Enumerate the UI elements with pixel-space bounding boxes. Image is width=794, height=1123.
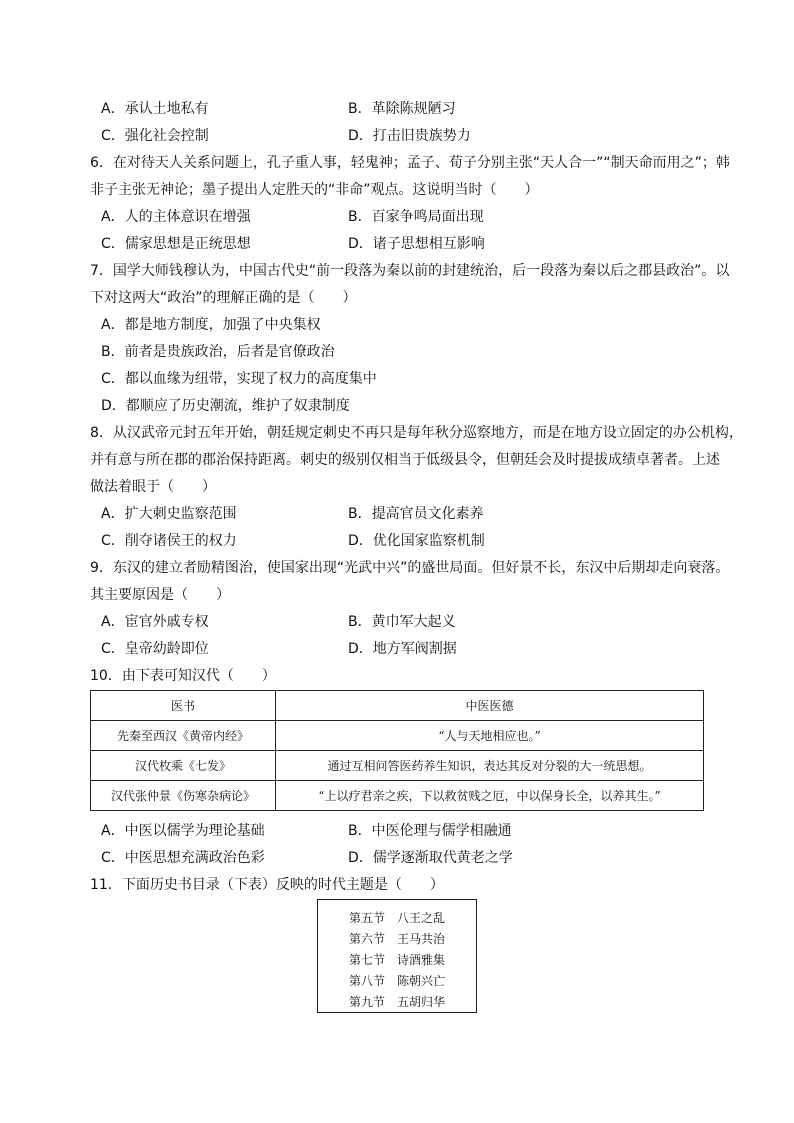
q9-stem-line1: 9．东汉的建立者励精图治，使国家出现“光武中兴”的盛世局面。但好景不长，东汉中后期却走向衰落。 — [90, 560, 730, 576]
table-cell: 通过互相问答医药养生知识，表达其反对分裂的大一统思想。 — [276, 751, 704, 781]
q10-table — [90, 690, 704, 811]
table-cell: 先秦至西汉《黄帝内经》 — [91, 721, 276, 751]
q8-option-c: C．削夺诸侯王的权力 — [101, 533, 237, 549]
q6-option-c: C．儒家思想是正统思想 — [101, 236, 251, 252]
q7-option-c: C．都以血缘为纽带，实现了权力的高度集中 — [101, 371, 377, 387]
q5-option-c: C．强化社会控制 — [101, 128, 209, 144]
toc-item: 第九节 五胡归华 — [348, 995, 445, 1009]
table-cell: “人与天地相应也。” — [276, 721, 704, 751]
table-header-row — [91, 691, 704, 721]
table-cell: 汉代枚乘《七发》 — [91, 751, 276, 781]
q6-option-a: A．人的主体意识在增强 — [101, 209, 251, 225]
q7-option-a: A．都是地方制度，加强了中央集权 — [101, 317, 321, 333]
q6-stem-line2: 非子主张无神论；墨子提出人定胜天的“非命”观点。这说明当时（ ） — [90, 182, 539, 198]
q9-option-b: B．黄巾军大起义 — [348, 614, 456, 630]
toc-item: 第七节 诗酒雅集 — [348, 953, 445, 967]
table-header-cell: 医书 — [91, 691, 276, 721]
q7-stem-line1: 7．国学大师钱穆认为，中国古代史“前一段落为秦以前的封建统治，后一段落为秦以后之郡县政治”。以 — [90, 263, 730, 279]
q9-stem-line2: 其主要原因是（ ） — [90, 587, 230, 603]
toc-item: 第六节 王马共治 — [348, 932, 445, 946]
q7-option-d: D．都顺应了历史潮流，维护了奴隶制度 — [101, 398, 350, 414]
q8-option-b: B．提高官员文化素养 — [348, 506, 484, 522]
q11-stem: 11．下面历史书目录（下表）反映的时代主题是（ ） — [90, 877, 444, 893]
table-header-cell: 中医医德 — [276, 691, 704, 721]
q10-stem: 10．由下表可知汉代（ ） — [90, 668, 276, 684]
q8-option-a: A．扩大刺史监察范围 — [101, 506, 237, 522]
q8-stem-line3: 做法着眼于（ ） — [90, 479, 216, 495]
q10-option-d: D．儒学逐渐取代黄老之学 — [348, 850, 513, 866]
q5-option-d: D．打击旧贵族势力 — [348, 128, 471, 144]
q10-option-a: A．中医以儒学为理论基础 — [101, 823, 265, 839]
q9-option-a: A．宦官外戚专权 — [101, 614, 209, 630]
toc-item: 第八节 陈朝兴亡 — [348, 974, 445, 988]
q8-option-d: D．优化国家监察机制 — [348, 533, 485, 549]
q5-option-a: A．承认土地私有 — [101, 101, 209, 117]
q10-option-b: B．中医伦理与儒学相融通 — [348, 823, 512, 839]
q9-option-c: C．皇帝幼龄即位 — [101, 641, 209, 657]
q5-option-b: B．革除陈规陋习 — [348, 101, 456, 117]
table-row — [91, 781, 704, 811]
q6-option-b: B．百家争鸣局面出现 — [348, 209, 484, 225]
q9-option-d: D．地方军阀割据 — [348, 641, 457, 657]
q6-option-d: D．诸子思想相互影响 — [348, 236, 485, 252]
q8-stem-line1: 8．从汉武帝元封五年开始，朝廷规定刺史不再只是每年秋分巡察地方，而是在地方设立固定的办公机构， — [90, 425, 743, 441]
table-row — [91, 751, 704, 781]
table-cell: “上以疗君亲之疾，下以救贫贱之厄，中以保身长全，以养其生。” — [276, 781, 704, 811]
toc-item: 第五节 八王之乱 — [348, 911, 445, 925]
q11-toc-box — [317, 899, 477, 1013]
table-cell: 汉代张仲景《伤寒杂病论》 — [91, 781, 276, 811]
q7-option-b: B．前者是贵族政治，后者是官僚政治 — [101, 344, 335, 360]
q8-stem-line2: 并有意与所在郡的郡治保持距离。刺史的级别仅相当于低级县令，但朝廷会及时提拔成绩卓著者。上述 — [90, 452, 720, 468]
q6-stem-line1: 6．在对待天人关系问题上，孔子重人事，轻鬼神；孟子、荀子分别主张“天人合一”“制天命而用之”；韩 — [90, 155, 730, 171]
table-row — [91, 721, 704, 751]
q10-option-c: C．中医思想充满政治色彩 — [101, 850, 265, 866]
q7-stem-line2: 下对这两大“政治”的理解正确的是（ ） — [90, 290, 357, 306]
